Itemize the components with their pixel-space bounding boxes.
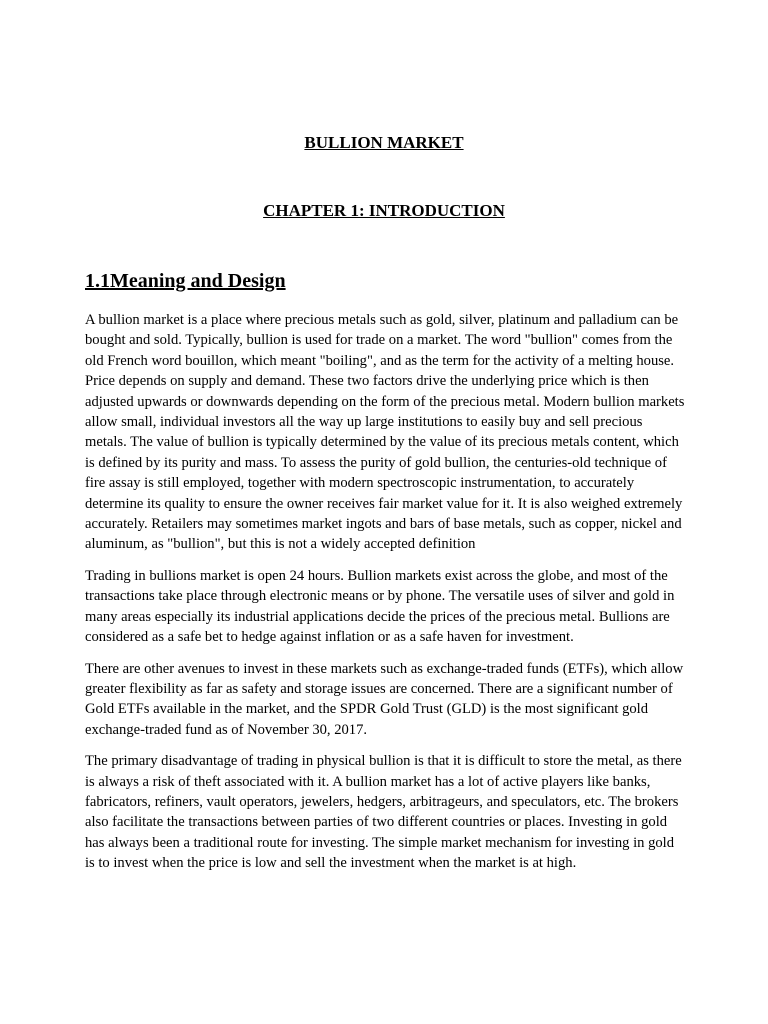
body-text xyxy=(85,310,687,885)
document-title: BULLION MARKET xyxy=(304,133,464,152)
paragraph-3: There are other avenues to invest in these markets such as exchange-traded funds (ETFs), which allow greater flexibility as far as safety and storage issues are concerned. There are a significant number of Gold ETFs available in the market, and the SPDR Gold Trust (GLD) is the most significant gold exchange-traded fund as of November 30, 2017. xyxy=(85,660,684,738)
section-heading: 1.1Meaning and Design xyxy=(85,270,286,292)
chapter-title: CHAPTER 1: INTRODUCTION xyxy=(263,201,505,220)
paragraph-1: A bullion market is a place where precious metals such as gold, silver, platinum and palladium can be bought and sold. Typically, bullion is used for trade on a market. The word "bullion" comes from the old French word bouillon, which meant "boiling", and as the term for the activity of a melting house. Price depends on supply and demand. These two factors drive the underlying price which is then adjusted upwards or downwards depending on the form of the precious metal. Modern bullion markets allow small, individual investors all the way up large institutions to easily buy and sell precious metals. The value of bullion is typically determined by the value of its precious metals content, which is defined by its purity and mass. To assess the purity of gold bullion, the centuries-old technique of fire assay is still employed, together with modern spectroscopic instrumentation, to accurately determine its quality to ensure the owner receives fair market value for it. It is also weighed extremely accurately. Retailers may sometimes market ingots and bars of base metals, such as copper, nickel and aluminum, as "bullion", but this is not a widely accepted definition xyxy=(85,312,685,553)
paragraph-4: The primary disadvantage of trading in physical bullion is that it is difficult to store the metal, as there is always a risk of theft associated with it. A bullion market has a lot of active players like banks, fabricators, refiners, vault operators, jewelers, hedgers, arbitrageurs, and speculators, etc. The brokers also facilitate the transactions between parties of two different countries or places. Investing in gold has always been a traditional route for investing. The simple market mechanism for investing in gold is to invest when the price is low and sell the investment when the market is at high. xyxy=(85,753,682,872)
paragraph-2: Trading in bullions market is open 24 hours. Bullion markets exist across the globe, and most of the transactions take place through electronic means or by phone. The versatile uses of silver and gold in many areas especially its industrial applications decide the prices of the precious metal. Bullions are considered as a safe bet to hedge against inflation or as a safe haven for investment. xyxy=(85,567,675,646)
